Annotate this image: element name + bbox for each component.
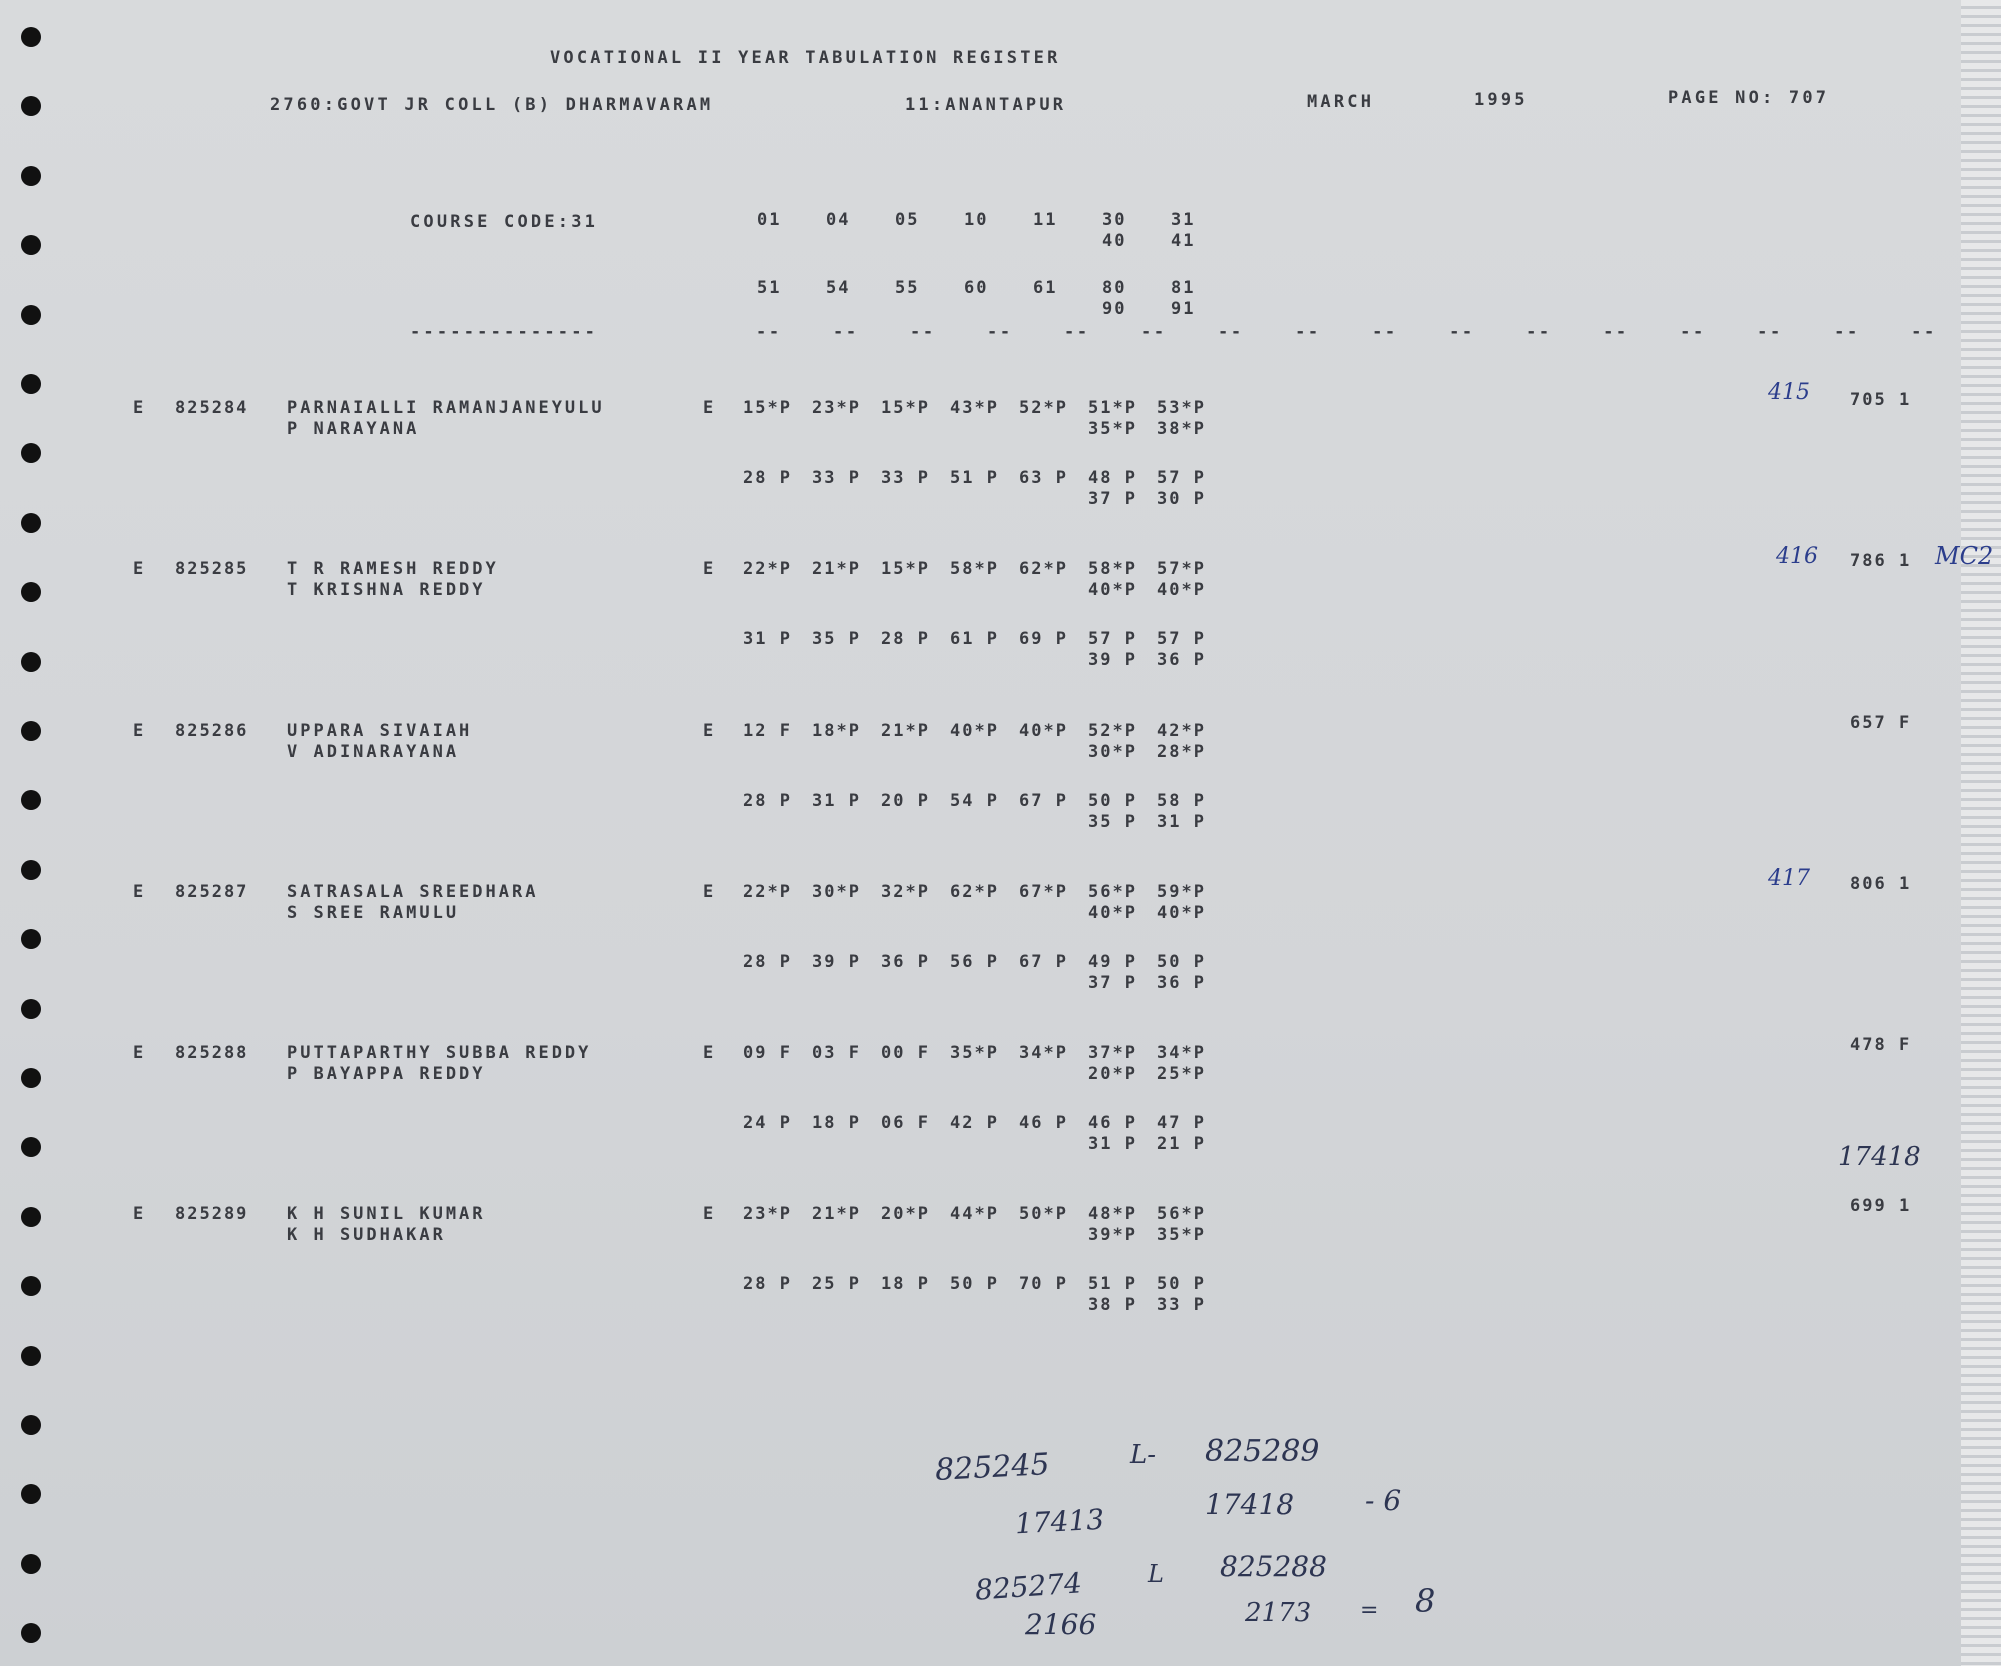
father-name: P NARAYANA bbox=[287, 419, 420, 439]
medium-flag: E bbox=[703, 559, 716, 579]
student-name: PARNAIALLI RAMANJANEYULU bbox=[287, 398, 605, 418]
subject-mark: 21 P bbox=[1157, 1134, 1206, 1154]
father-name: K H SUDHAKAR bbox=[287, 1225, 446, 1245]
subject-mark: 40*P bbox=[1019, 721, 1068, 741]
subject-mark: 40*P bbox=[950, 721, 999, 741]
subject-code: 40 bbox=[1102, 231, 1127, 251]
subject-mark: 21*P bbox=[812, 559, 861, 579]
handwritten-serial-note: 417 bbox=[1768, 866, 1810, 891]
district-name: 11:ANANTAPUR bbox=[905, 95, 1067, 115]
student-name: PUTTAPARTHY SUBBA REDDY bbox=[287, 1043, 592, 1063]
student-name: UPPARA SIVAIAH bbox=[287, 721, 473, 741]
handwritten-range-end: 825289 bbox=[1205, 1434, 1320, 1469]
subject-mark: 56*P bbox=[1088, 882, 1137, 902]
binder-holes bbox=[0, 0, 70, 1666]
subject-mark: 50*P bbox=[1019, 1204, 1068, 1224]
binder-hole bbox=[21, 1623, 41, 1643]
subject-mark: 22*P bbox=[743, 559, 792, 579]
subject-mark: 09 F bbox=[743, 1043, 792, 1063]
student-category: E bbox=[133, 882, 146, 902]
subject-mark: 50 P bbox=[1157, 1274, 1206, 1294]
subject-mark: 51 P bbox=[1088, 1274, 1137, 1294]
subject-mark: 48*P bbox=[1088, 1204, 1137, 1224]
subject-mark: 31 P bbox=[743, 629, 792, 649]
medium-flag: E bbox=[703, 398, 716, 418]
subject-mark: 35 P bbox=[812, 629, 861, 649]
subject-mark: 40*P bbox=[1088, 580, 1137, 600]
subject-mark: 39*P bbox=[1088, 1225, 1137, 1245]
subject-mark: 39 P bbox=[1088, 650, 1137, 670]
binder-hole bbox=[21, 1415, 41, 1435]
subject-code: 90 bbox=[1102, 299, 1127, 319]
subject-mark: 37*P bbox=[1088, 1043, 1137, 1063]
handwritten-diff-a: - 6 bbox=[1365, 1484, 1402, 1517]
medium-flag: E bbox=[703, 882, 716, 902]
grand-total-result: 786 1 bbox=[1850, 551, 1912, 571]
binder-hole bbox=[21, 1554, 41, 1574]
subject-code: 60 bbox=[964, 278, 989, 298]
paper-stack-edge bbox=[1961, 0, 2001, 1666]
grand-total-result: 699 1 bbox=[1850, 1196, 1912, 1216]
subject-mark: 43*P bbox=[950, 398, 999, 418]
hall-ticket-number: 825288 bbox=[175, 1043, 249, 1063]
course-code-underline: -------------- bbox=[410, 322, 599, 342]
subject-code: 05 bbox=[895, 210, 920, 230]
register-title: VOCATIONAL II YEAR TABULATION REGISTER bbox=[550, 48, 1061, 68]
subject-mark: 62*P bbox=[1019, 559, 1068, 579]
handwritten-count-b: 17418 bbox=[1205, 1488, 1295, 1521]
subject-mark: 24 P bbox=[743, 1113, 792, 1133]
subject-mark: 30*P bbox=[812, 882, 861, 902]
handwritten-range2-start: 825274 bbox=[973, 1566, 1083, 1607]
column-dashes: -- -- -- -- -- -- -- -- -- -- -- -- -- -- -- -- bbox=[756, 322, 1937, 342]
subject-mark: 36 P bbox=[1157, 973, 1206, 993]
subject-mark: 18 P bbox=[881, 1274, 930, 1294]
subject-mark: 31 P bbox=[812, 791, 861, 811]
binder-hole bbox=[21, 1068, 41, 1088]
medium-flag: E bbox=[703, 1043, 716, 1063]
hall-ticket-number: 825286 bbox=[175, 721, 249, 741]
grand-total-result: 478 F bbox=[1850, 1035, 1912, 1055]
subject-mark: 33 P bbox=[881, 468, 930, 488]
student-name: SATRASALA SREEDHARA bbox=[287, 882, 539, 902]
handwritten-range2-end: 825288 bbox=[1220, 1550, 1327, 1583]
subject-mark: 56*P bbox=[1157, 1204, 1206, 1224]
subject-code: 80 bbox=[1102, 278, 1127, 298]
binder-hole bbox=[21, 513, 41, 533]
subject-mark: 31 P bbox=[1088, 1134, 1137, 1154]
handwritten-count-a: 17413 bbox=[1014, 1502, 1105, 1541]
subject-mark: 18 P bbox=[812, 1113, 861, 1133]
subject-mark: 58*P bbox=[1088, 559, 1137, 579]
binder-hole bbox=[21, 652, 41, 672]
hall-ticket-number: 825284 bbox=[175, 398, 249, 418]
binder-hole bbox=[21, 166, 41, 186]
medium-flag: E bbox=[703, 721, 716, 741]
subject-mark: 34*P bbox=[1157, 1043, 1206, 1063]
page-number: PAGE NO: 707 bbox=[1668, 88, 1830, 108]
subject-mark: 35*P bbox=[1157, 1225, 1206, 1245]
subject-mark: 51 P bbox=[950, 468, 999, 488]
handwritten-range-start: 825245 bbox=[934, 1447, 1051, 1488]
subject-mark: 67 P bbox=[1019, 952, 1068, 972]
subject-mark: 20 P bbox=[881, 791, 930, 811]
binder-hole bbox=[21, 999, 41, 1019]
grand-total-result: 657 F bbox=[1850, 713, 1912, 733]
subject-mark: 46 P bbox=[1019, 1113, 1068, 1133]
grand-total-result: 806 1 bbox=[1850, 874, 1912, 894]
subject-mark: 35*P bbox=[950, 1043, 999, 1063]
subject-mark: 52*P bbox=[1019, 398, 1068, 418]
subject-mark: 25 P bbox=[812, 1274, 861, 1294]
subject-mark: 40*P bbox=[1157, 580, 1206, 600]
subject-mark: 61 P bbox=[950, 629, 999, 649]
subject-mark: 18*P bbox=[812, 721, 861, 741]
subject-mark: 31 P bbox=[1157, 812, 1206, 832]
subject-mark: 63 P bbox=[1019, 468, 1068, 488]
subject-mark: 03 F bbox=[812, 1043, 861, 1063]
binder-hole bbox=[21, 1276, 41, 1296]
subject-mark: 48 P bbox=[1088, 468, 1137, 488]
handwritten-serial-note: 17418 bbox=[1838, 1142, 1921, 1172]
hall-ticket-number: 825289 bbox=[175, 1204, 249, 1224]
subject-mark: 50 P bbox=[1157, 952, 1206, 972]
subject-code: 10 bbox=[964, 210, 989, 230]
handwritten-mc-note: MC2 bbox=[1935, 542, 1994, 570]
binder-hole bbox=[21, 582, 41, 602]
subject-mark: 38 P bbox=[1088, 1295, 1137, 1315]
subject-code: 54 bbox=[826, 278, 851, 298]
binder-hole bbox=[21, 860, 41, 880]
grand-total-result: 705 1 bbox=[1850, 390, 1912, 410]
subject-mark: 06 F bbox=[881, 1113, 930, 1133]
handwritten-dash: L- bbox=[1130, 1440, 1157, 1470]
binder-hole bbox=[21, 1484, 41, 1504]
medium-flag: E bbox=[703, 1204, 716, 1224]
subject-mark: 28 P bbox=[743, 1274, 792, 1294]
student-category: E bbox=[133, 1043, 146, 1063]
subject-mark: 67*P bbox=[1019, 882, 1068, 902]
subject-mark: 70 P bbox=[1019, 1274, 1068, 1294]
student-name: T R RAMESH REDDY bbox=[287, 559, 499, 579]
binder-hole bbox=[21, 1346, 41, 1366]
subject-mark: 33 P bbox=[812, 468, 861, 488]
subject-mark: 50 P bbox=[1088, 791, 1137, 811]
subject-mark: 51*P bbox=[1088, 398, 1137, 418]
hall-ticket-number: 825287 bbox=[175, 882, 249, 902]
subject-mark: 53*P bbox=[1157, 398, 1206, 418]
handwritten-dash-2: L bbox=[1148, 1560, 1164, 1588]
subject-mark: 15*P bbox=[881, 559, 930, 579]
subject-mark: 20*P bbox=[881, 1204, 930, 1224]
subject-mark: 56 P bbox=[950, 952, 999, 972]
subject-mark: 15*P bbox=[881, 398, 930, 418]
subject-mark: 34*P bbox=[1019, 1043, 1068, 1063]
binder-hole bbox=[21, 374, 41, 394]
binder-hole bbox=[21, 1137, 41, 1157]
college-name: 2760:GOVT JR COLL (B) DHARMAVARAM bbox=[270, 95, 714, 115]
hall-ticket-number: 825285 bbox=[175, 559, 249, 579]
subject-code: 61 bbox=[1033, 278, 1058, 298]
course-code: COURSE CODE:31 bbox=[410, 212, 599, 232]
subject-mark: 15*P bbox=[743, 398, 792, 418]
subject-mark: 32*P bbox=[881, 882, 930, 902]
father-name: T KRISHNA REDDY bbox=[287, 580, 486, 600]
subject-code: 91 bbox=[1171, 299, 1196, 319]
subject-mark: 57 P bbox=[1157, 629, 1206, 649]
subject-code: 30 bbox=[1102, 210, 1127, 230]
subject-mark: 69 P bbox=[1019, 629, 1068, 649]
binder-hole bbox=[21, 443, 41, 463]
subject-code: 51 bbox=[757, 278, 782, 298]
subject-mark: 37 P bbox=[1088, 489, 1137, 509]
subject-code: 41 bbox=[1171, 231, 1196, 251]
subject-mark: 36 P bbox=[1157, 650, 1206, 670]
binder-hole bbox=[21, 1207, 41, 1227]
subject-mark: 35 P bbox=[1088, 812, 1137, 832]
subject-code: 55 bbox=[895, 278, 920, 298]
subject-mark: 33 P bbox=[1157, 1295, 1206, 1315]
subject-mark: 28 P bbox=[881, 629, 930, 649]
subject-mark: 54 P bbox=[950, 791, 999, 811]
subject-mark: 21*P bbox=[881, 721, 930, 741]
subject-mark: 49 P bbox=[1088, 952, 1137, 972]
subject-mark: 46 P bbox=[1088, 1113, 1137, 1133]
subject-mark: 58*P bbox=[950, 559, 999, 579]
father-name: V ADINARAYANA bbox=[287, 742, 460, 762]
binder-hole bbox=[21, 27, 41, 47]
handwritten-serial-note: 416 bbox=[1776, 544, 1818, 569]
subject-mark: 47 P bbox=[1157, 1113, 1206, 1133]
subject-mark: 28 P bbox=[743, 952, 792, 972]
father-name: P BAYAPPA REDDY bbox=[287, 1064, 486, 1084]
binder-hole bbox=[21, 790, 41, 810]
subject-mark: 44*P bbox=[950, 1204, 999, 1224]
subject-mark: 00 F bbox=[881, 1043, 930, 1063]
handwritten-count-d: 2173 bbox=[1245, 1598, 1312, 1628]
subject-mark: 23*P bbox=[812, 398, 861, 418]
subject-mark: 62*P bbox=[950, 882, 999, 902]
subject-mark: 22*P bbox=[743, 882, 792, 902]
subject-mark: 40*P bbox=[1157, 903, 1206, 923]
subject-code: 11 bbox=[1033, 210, 1058, 230]
binder-hole bbox=[21, 96, 41, 116]
exam-month: MARCH bbox=[1307, 92, 1375, 112]
subject-mark: 28 P bbox=[743, 468, 792, 488]
subject-mark: 57 P bbox=[1157, 468, 1206, 488]
subject-mark: 21*P bbox=[812, 1204, 861, 1224]
subject-mark: 25*P bbox=[1157, 1064, 1206, 1084]
subject-code: 31 bbox=[1171, 210, 1196, 230]
subject-mark: 37 P bbox=[1088, 973, 1137, 993]
student-category: E bbox=[133, 398, 146, 418]
subject-mark: 42 P bbox=[950, 1113, 999, 1133]
subject-mark: 38*P bbox=[1157, 419, 1206, 439]
subject-mark: 57 P bbox=[1088, 629, 1137, 649]
subject-mark: 67 P bbox=[1019, 791, 1068, 811]
subject-mark: 42*P bbox=[1157, 721, 1206, 741]
binder-hole bbox=[21, 721, 41, 741]
subject-mark: 40*P bbox=[1088, 903, 1137, 923]
subject-code: 01 bbox=[757, 210, 782, 230]
binder-hole bbox=[21, 305, 41, 325]
subject-mark: 28*P bbox=[1157, 742, 1206, 762]
handwritten-serial-note: 415 bbox=[1768, 380, 1810, 405]
subject-mark: 30 P bbox=[1157, 489, 1206, 509]
student-category: E bbox=[133, 1204, 146, 1224]
handwritten-diff-b: 8 bbox=[1415, 1582, 1436, 1620]
binder-hole bbox=[21, 235, 41, 255]
subject-mark: 36 P bbox=[881, 952, 930, 972]
father-name: S SREE RAMULU bbox=[287, 903, 460, 923]
subject-mark: 20*P bbox=[1088, 1064, 1137, 1084]
handwritten-count-c: 2166 bbox=[1025, 1608, 1097, 1641]
subject-mark: 30*P bbox=[1088, 742, 1137, 762]
subject-mark: 52*P bbox=[1088, 721, 1137, 741]
subject-mark: 50 P bbox=[950, 1274, 999, 1294]
subject-mark: 23*P bbox=[743, 1204, 792, 1224]
subject-mark: 35*P bbox=[1088, 419, 1137, 439]
student-category: E bbox=[133, 559, 146, 579]
exam-year: 1995 bbox=[1474, 90, 1528, 110]
student-name: K H SUNIL KUMAR bbox=[287, 1204, 486, 1224]
subject-mark: 39 P bbox=[812, 952, 861, 972]
student-category: E bbox=[133, 721, 146, 741]
handwritten-equals: = bbox=[1360, 1598, 1379, 1623]
subject-mark: 57*P bbox=[1157, 559, 1206, 579]
subject-mark: 12 F bbox=[743, 721, 792, 741]
subject-code: 04 bbox=[826, 210, 851, 230]
binder-hole bbox=[21, 929, 41, 949]
subject-code: 81 bbox=[1171, 278, 1196, 298]
subject-mark: 59*P bbox=[1157, 882, 1206, 902]
subject-mark: 58 P bbox=[1157, 791, 1206, 811]
subject-mark: 28 P bbox=[743, 791, 792, 811]
